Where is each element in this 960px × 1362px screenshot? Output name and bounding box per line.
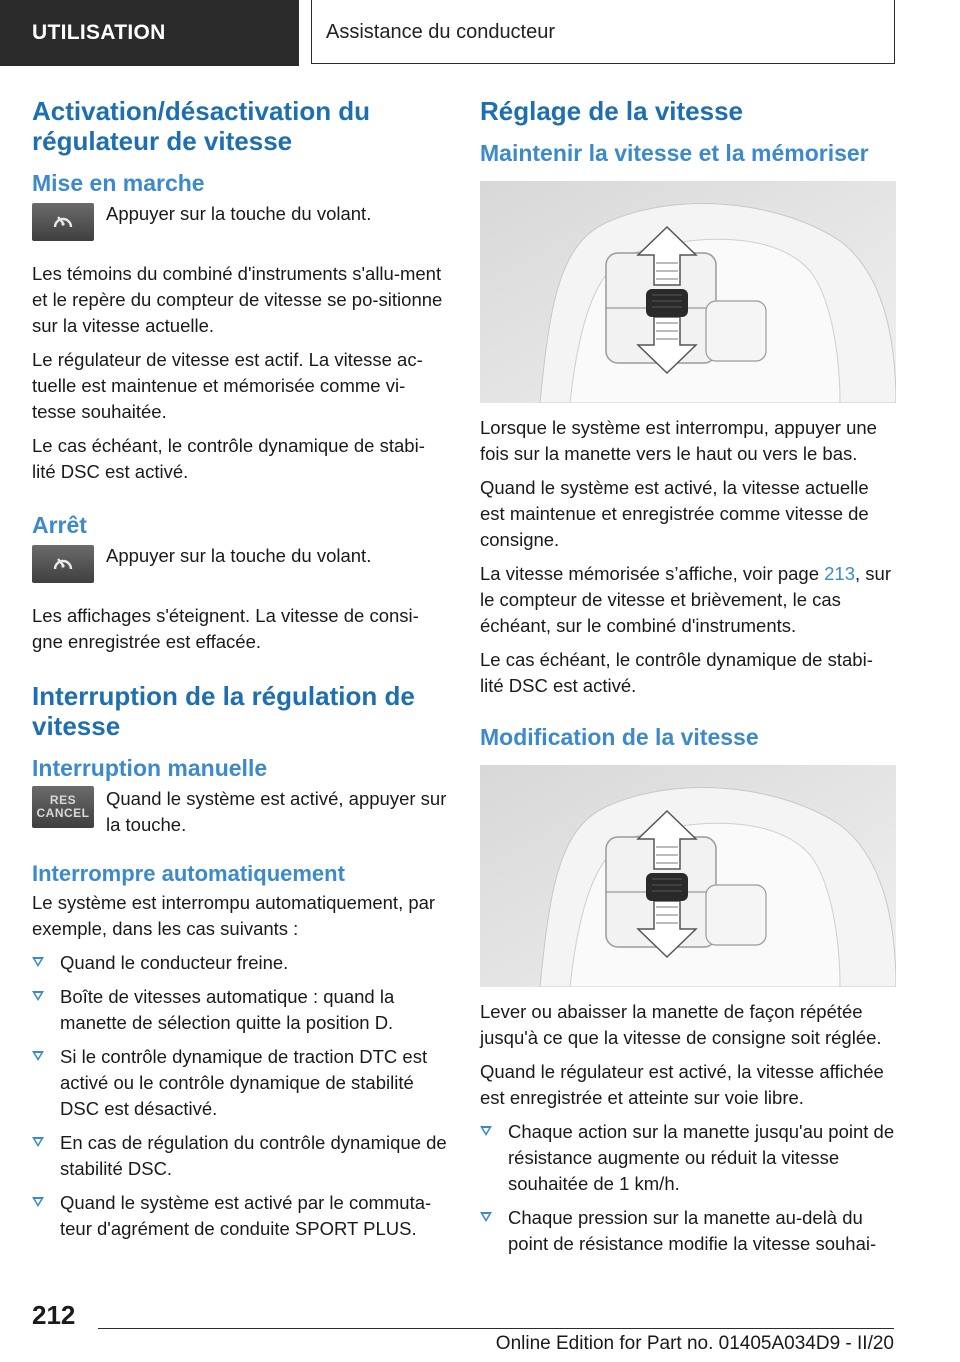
on-instruction: Appuyer sur la touche du volant. [106,203,372,224]
list-item: Boîte de vitesses automatique : quand la manette de sélection quitte la position D. [32,984,448,1036]
cruise-control-button-icon [32,545,94,583]
list-item: Chaque pression sur la manette au-delà du point de résistance modifie la vitesse souhai- [480,1205,896,1257]
modify-heading: Modification de la vitesse [480,724,759,750]
off-instruction-row [32,543,448,583]
reglage-title: Réglage de la vitesse [480,96,744,126]
arret-heading: Arrêt [32,512,87,538]
off-para: Les affichages s'éteignent. La vitesse de consi-gne enregistrée est effacée. [32,605,419,652]
section-tab: UTILISATION [0,0,299,66]
list-item: En cas de régulation du contrôle dynamique de stabilité DSC. [32,1130,448,1182]
auto-bullet-list [32,950,448,1242]
res-label: RES [49,793,77,807]
right-column [480,96,896,1257]
edition-footer: Online Edition for Part no. 01405A034D9 - II/20 [495,1333,894,1354]
footer-divider [98,1328,894,1329]
manual-heading: Interruption manuelle [32,755,268,781]
page-number: 212 [32,1300,76,1330]
list-item: Si le contrôle dynamique de traction DTC est activé ou le contrôle dynamique de stabilité DSC est désactivé. [32,1044,448,1122]
bullet-triangle-icon [480,1212,492,1222]
steering-wheel-switch-image-1 [480,181,896,403]
manual-row [32,786,448,838]
on-para-2: Le régulateur de vitesse est actif. La vitesse ac-tuelle est maintenue et mémorisée comme vi-tesse souhaitée. [32,349,423,422]
modify-para-1: Lever ou abaisser la manette de façon répétée jusqu'à ce que la vitesse de consigne soit réglée. [480,1001,882,1048]
on-para-3: Le cas échéant, le contrôle dynamique de stabi-lité DSC est activé. [32,435,425,482]
bullet-triangle-icon [480,1126,492,1136]
list-item: Quand le système est activé par le commuta-teur d'agrément de conduite SPORT PLUS. [32,1190,448,1242]
modify-para-2: Quand le régulateur est activé, la vitesse affichée est enregistrée et atteinte sur voie libre. [480,1061,884,1108]
off-instruction: Appuyer sur la touche du volant. [106,545,372,566]
activation-title: Activation/désactivation du régulateur de vitesse [32,96,371,156]
cancel-label: CANCEL [36,806,90,820]
auto-intro: Le système est interrompu automatiquement, par exemple, dans les cas suivants : [32,892,436,939]
interruption-title: Interruption de la régulation de vitesse [32,681,415,741]
on-instruction-row [32,201,448,241]
manual-text: Quand le système est activé, appuyer sur la touche. [106,788,447,835]
steering-wheel-switch-image-2 [480,765,896,987]
bullet-triangle-icon [32,1137,44,1147]
maintain-para-2: Quand le système est activé, la vitesse actuelle est maintenue et enregistrée comme vitesse de consigne. [480,477,869,550]
page-reference-link[interactable]: 213 [824,563,856,584]
maintain-heading: Maintenir la vitesse et la mémoriser [480,140,869,166]
left-column [32,96,448,1242]
mise-en-marche-heading: Mise en marche [32,170,205,196]
bullet-triangle-icon [32,1051,44,1061]
maintain-para-4: Le cas échéant, le contrôle dynamique de stabi-lité DSC est activé. [480,649,873,696]
chapter-title: Assistance du conducteur [311,0,895,64]
maintain-para-3: La vitesse mémorisée s’affiche, voir page 213, sur le compteur de vitesse et brièvement, le cas échéant, sur le combiné d'instruments. [480,563,891,636]
modify-bullet-list [480,1119,896,1257]
list-item: Chaque action sur la manette jusqu'au point de résistance augmente ou réduit la vitesse souhaitée de 1 km/h. [480,1119,896,1197]
list-item: Quand le conducteur freine. [32,950,448,976]
page-header [0,0,960,66]
on-para-1: Les témoins du combiné d'instruments s'allu-ment et le repère du compteur de vitesse se po-sitionne sur la vitesse actuelle. [32,263,443,336]
bullet-triangle-icon [32,1197,44,1207]
cruise-control-button-icon [32,203,94,241]
bullet-triangle-icon [32,957,44,967]
res-cancel-button-icon [32,786,94,828]
maintain-para-1: Lorsque le système est interrompu, appuyer une fois sur la manette vers le haut ou vers le bas. [480,417,877,464]
bullet-triangle-icon [32,991,44,1001]
auto-heading: Interrompre automatiquement [32,861,345,886]
